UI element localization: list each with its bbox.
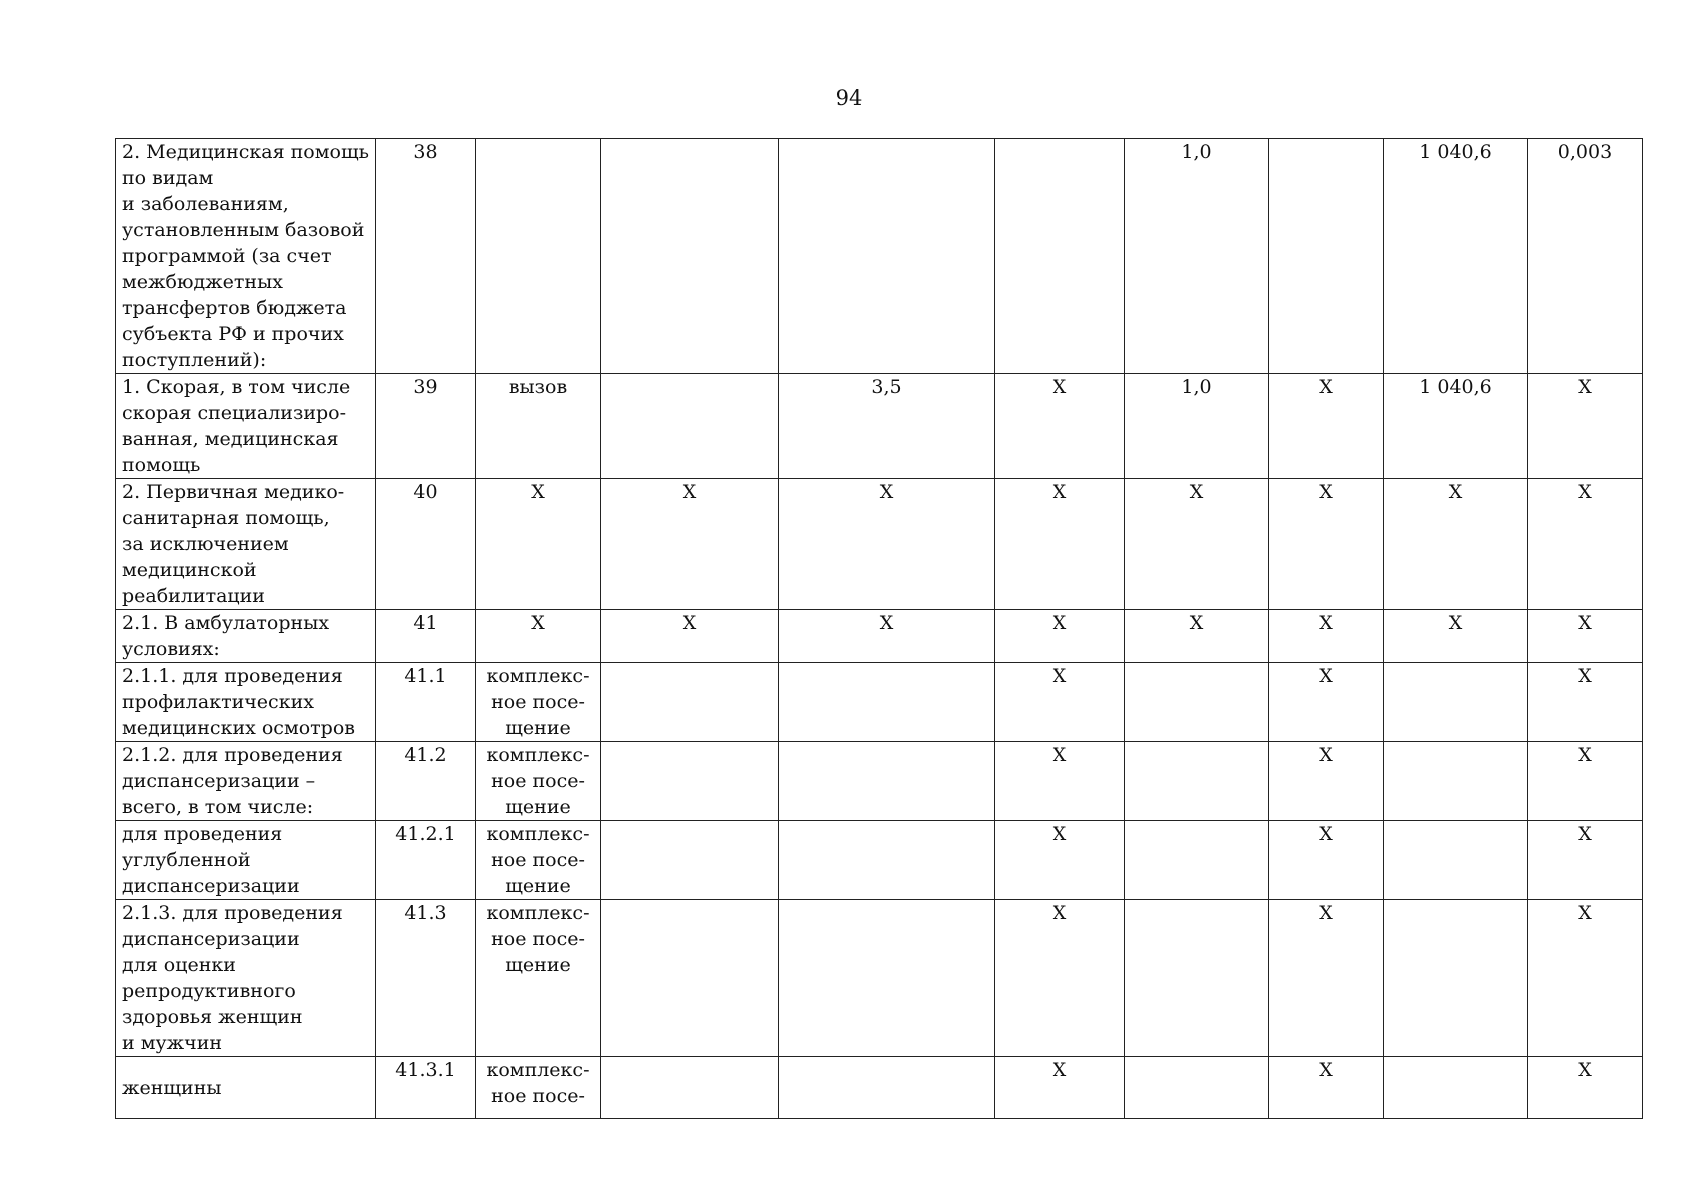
row-name-line: 2.1.3. для проведения: [122, 902, 343, 924]
row-value-cell: 1 040,6: [1384, 374, 1528, 479]
row-code-cell: 41.3.1: [376, 1057, 476, 1119]
row-value-cell: [601, 900, 779, 1057]
row-value-cell: [601, 742, 779, 821]
row-value-cell: [601, 1057, 779, 1119]
row-unit-line: комплекс-: [486, 665, 590, 687]
row-value-cell: X: [779, 479, 995, 610]
row-name-line: по видам: [122, 167, 214, 189]
row-value-cell: X: [1269, 610, 1384, 663]
row-name-line: помощь: [122, 454, 201, 476]
row-unit-cell: [476, 479, 601, 610]
row-value-cell: [1125, 742, 1269, 821]
row-name-line: 2.1.1. для проведения: [122, 665, 343, 687]
row-name-line: установленным базовой: [122, 219, 365, 241]
table-row: [116, 139, 1643, 374]
row-unit-cell: [476, 139, 601, 374]
row-value-cell: X: [995, 821, 1125, 900]
row-value-cell: 3,5: [779, 374, 995, 479]
row-name-cell: [116, 821, 376, 900]
table-row: [116, 900, 1643, 1057]
row-value-cell: X: [995, 742, 1125, 821]
row-value-cell: X: [1269, 900, 1384, 1057]
row-value-cell: [1384, 900, 1528, 1057]
row-name-line: санитарная помощь,: [122, 507, 330, 529]
row-name-line: репродуктивного: [122, 980, 296, 1002]
row-value-cell: [601, 374, 779, 479]
row-value-cell: [601, 821, 779, 900]
row-name-line: реабилитации: [122, 585, 265, 607]
row-value-cell: X: [995, 900, 1125, 1057]
row-code-cell: 40: [376, 479, 476, 610]
page-number: 94: [835, 86, 863, 110]
row-value-cell: X: [1125, 479, 1269, 610]
row-name-line: диспансеризации: [122, 875, 300, 897]
row-value-cell: [601, 663, 779, 742]
row-value-cell: X: [995, 374, 1125, 479]
row-name-line: всего, в том числе:: [122, 796, 314, 818]
row-value-cell: 1 040,6: [1384, 139, 1528, 374]
row-name-cell: [116, 1057, 376, 1119]
row-unit-cell: [476, 821, 601, 900]
row-name-cell: [116, 663, 376, 742]
row-unit-line: комплекс-: [486, 902, 590, 924]
row-name-line: для оценки: [122, 954, 236, 976]
row-code-cell: 41.2.1: [376, 821, 476, 900]
row-value-cell: [779, 900, 995, 1057]
row-unit-line: щение: [505, 796, 571, 818]
row-unit-cell: [476, 742, 601, 821]
row-value-cell: [1384, 1057, 1528, 1119]
row-value-cell: X: [1269, 479, 1384, 610]
row-name-cell: [116, 479, 376, 610]
row-value-cell: X: [1269, 742, 1384, 821]
row-name-line: межбюджетных: [122, 271, 283, 293]
row-value-cell: [1125, 821, 1269, 900]
row-value-cell: [601, 139, 779, 374]
row-name-line: и заболеваниям,: [122, 193, 289, 215]
row-name-cell: [116, 742, 376, 821]
row-unit-line: щение: [505, 954, 571, 976]
row-name-line: 2. Медицинская помощь: [122, 141, 369, 163]
row-name-line: для проведения: [122, 823, 283, 845]
row-value-cell: X: [1528, 663, 1643, 742]
row-unit-line: ное посе-: [491, 691, 585, 713]
row-name-line: ванная, медицинская: [122, 428, 339, 450]
row-value-cell: X: [1528, 479, 1643, 610]
row-name-line: программой (за счет: [122, 245, 332, 267]
row-value-cell: X: [995, 663, 1125, 742]
row-value-cell: X: [1384, 479, 1528, 610]
row-value-cell: X: [1384, 610, 1528, 663]
row-value-cell: X: [1528, 610, 1643, 663]
row-unit-line: ное посе-: [491, 928, 585, 950]
row-name-line: медицинских осмотров: [122, 717, 355, 739]
row-value-cell: [995, 139, 1125, 374]
row-value-cell: X: [1269, 663, 1384, 742]
row-value-cell: X: [995, 1057, 1125, 1119]
row-name-line: женщины: [122, 1076, 222, 1099]
row-value-cell: [1384, 742, 1528, 821]
row-unit-line: ное посе-: [491, 849, 585, 871]
row-name-line: медицинской: [122, 559, 257, 581]
row-value-cell: [779, 139, 995, 374]
row-name-cell: [116, 139, 376, 374]
row-unit-cell: [476, 374, 601, 479]
row-value-cell: 1,0: [1125, 374, 1269, 479]
row-name-line: условиях:: [122, 638, 220, 660]
row-name-line: скорая специализиро-: [122, 402, 347, 424]
row-unit-line: X: [531, 612, 545, 634]
data-table: [115, 138, 1643, 1119]
row-value-cell: X: [779, 610, 995, 663]
row-name-line: субъекта РФ и прочих: [122, 323, 344, 345]
row-name-line: 2.1. В амбулаторных: [122, 612, 330, 634]
row-value-cell: [779, 1057, 995, 1119]
table-row: [116, 742, 1643, 821]
table-row: [116, 610, 1643, 663]
row-unit-line: комплекс-: [486, 744, 590, 766]
row-name-line: трансфертов бюджета: [122, 297, 347, 319]
table-row: [116, 374, 1643, 479]
row-value-cell: X: [1269, 821, 1384, 900]
row-name-line: профилактических: [122, 691, 314, 713]
row-value-cell: X: [1528, 821, 1643, 900]
row-value-cell: X: [1269, 1057, 1384, 1119]
row-value-cell: X: [1125, 610, 1269, 663]
row-name-line: углубленной: [122, 849, 251, 871]
row-name-line: 1. Скорая, в том числе: [122, 376, 351, 398]
table-row: [116, 1057, 1643, 1119]
row-value-cell: X: [1269, 374, 1384, 479]
row-name-line: диспансеризации: [122, 928, 300, 950]
row-value-cell: [1384, 821, 1528, 900]
row-value-cell: X: [601, 610, 779, 663]
row-value-cell: X: [1528, 374, 1643, 479]
row-value-cell: [1125, 663, 1269, 742]
row-value-cell: X: [995, 479, 1125, 610]
row-name-line: 2.1.2. для проведения: [122, 744, 343, 766]
row-unit-cell: [476, 1057, 601, 1119]
row-value-cell: [1269, 139, 1384, 374]
row-name-line: 2. Первичная медико-: [122, 481, 345, 503]
row-value-cell: X: [995, 610, 1125, 663]
row-unit-cell: [476, 610, 601, 663]
row-unit-line: ное посе-: [491, 770, 585, 792]
table-row: [116, 663, 1643, 742]
row-unit-line: комплекс-: [486, 1059, 590, 1081]
row-value-cell: [779, 742, 995, 821]
row-name-cell: [116, 610, 376, 663]
row-value-cell: [1125, 1057, 1269, 1119]
row-name-cell: [116, 374, 376, 479]
row-unit-line: комплекс-: [486, 823, 590, 845]
table-body: [116, 139, 1643, 1119]
row-code-cell: 41.3: [376, 900, 476, 1057]
row-name-line: диспансеризации –: [122, 770, 316, 792]
row-value-cell: 0,003: [1528, 139, 1643, 374]
row-name-line: за исключением: [122, 533, 289, 555]
row-code-cell: 38: [376, 139, 476, 374]
row-unit-cell: [476, 663, 601, 742]
row-unit-line: ное посе-: [491, 1085, 585, 1107]
row-value-cell: 1,0: [1125, 139, 1269, 374]
row-unit-line: вызов: [508, 376, 568, 398]
row-name-line: здоровья женщин: [122, 1006, 303, 1028]
row-value-cell: X: [601, 479, 779, 610]
row-name-line: и мужчин: [122, 1032, 223, 1054]
row-unit-line: X: [531, 481, 545, 503]
table-row: [116, 479, 1643, 610]
row-unit-cell: [476, 900, 601, 1057]
row-value-cell: X: [1528, 1057, 1643, 1119]
row-value-cell: [779, 821, 995, 900]
row-unit-line: щение: [505, 875, 571, 897]
row-code-cell: 41: [376, 610, 476, 663]
row-value-cell: [1125, 900, 1269, 1057]
row-code-cell: 41.1: [376, 663, 476, 742]
row-unit-line: щение: [505, 717, 571, 739]
table-row: [116, 821, 1643, 900]
row-code-cell: 39: [376, 374, 476, 479]
row-value-cell: [1384, 663, 1528, 742]
row-value-cell: X: [1528, 900, 1643, 1057]
row-code-cell: 41.2: [376, 742, 476, 821]
row-value-cell: X: [1528, 742, 1643, 821]
row-value-cell: [779, 663, 995, 742]
row-name-line: поступлений):: [122, 349, 267, 371]
row-name-cell: [116, 900, 376, 1057]
